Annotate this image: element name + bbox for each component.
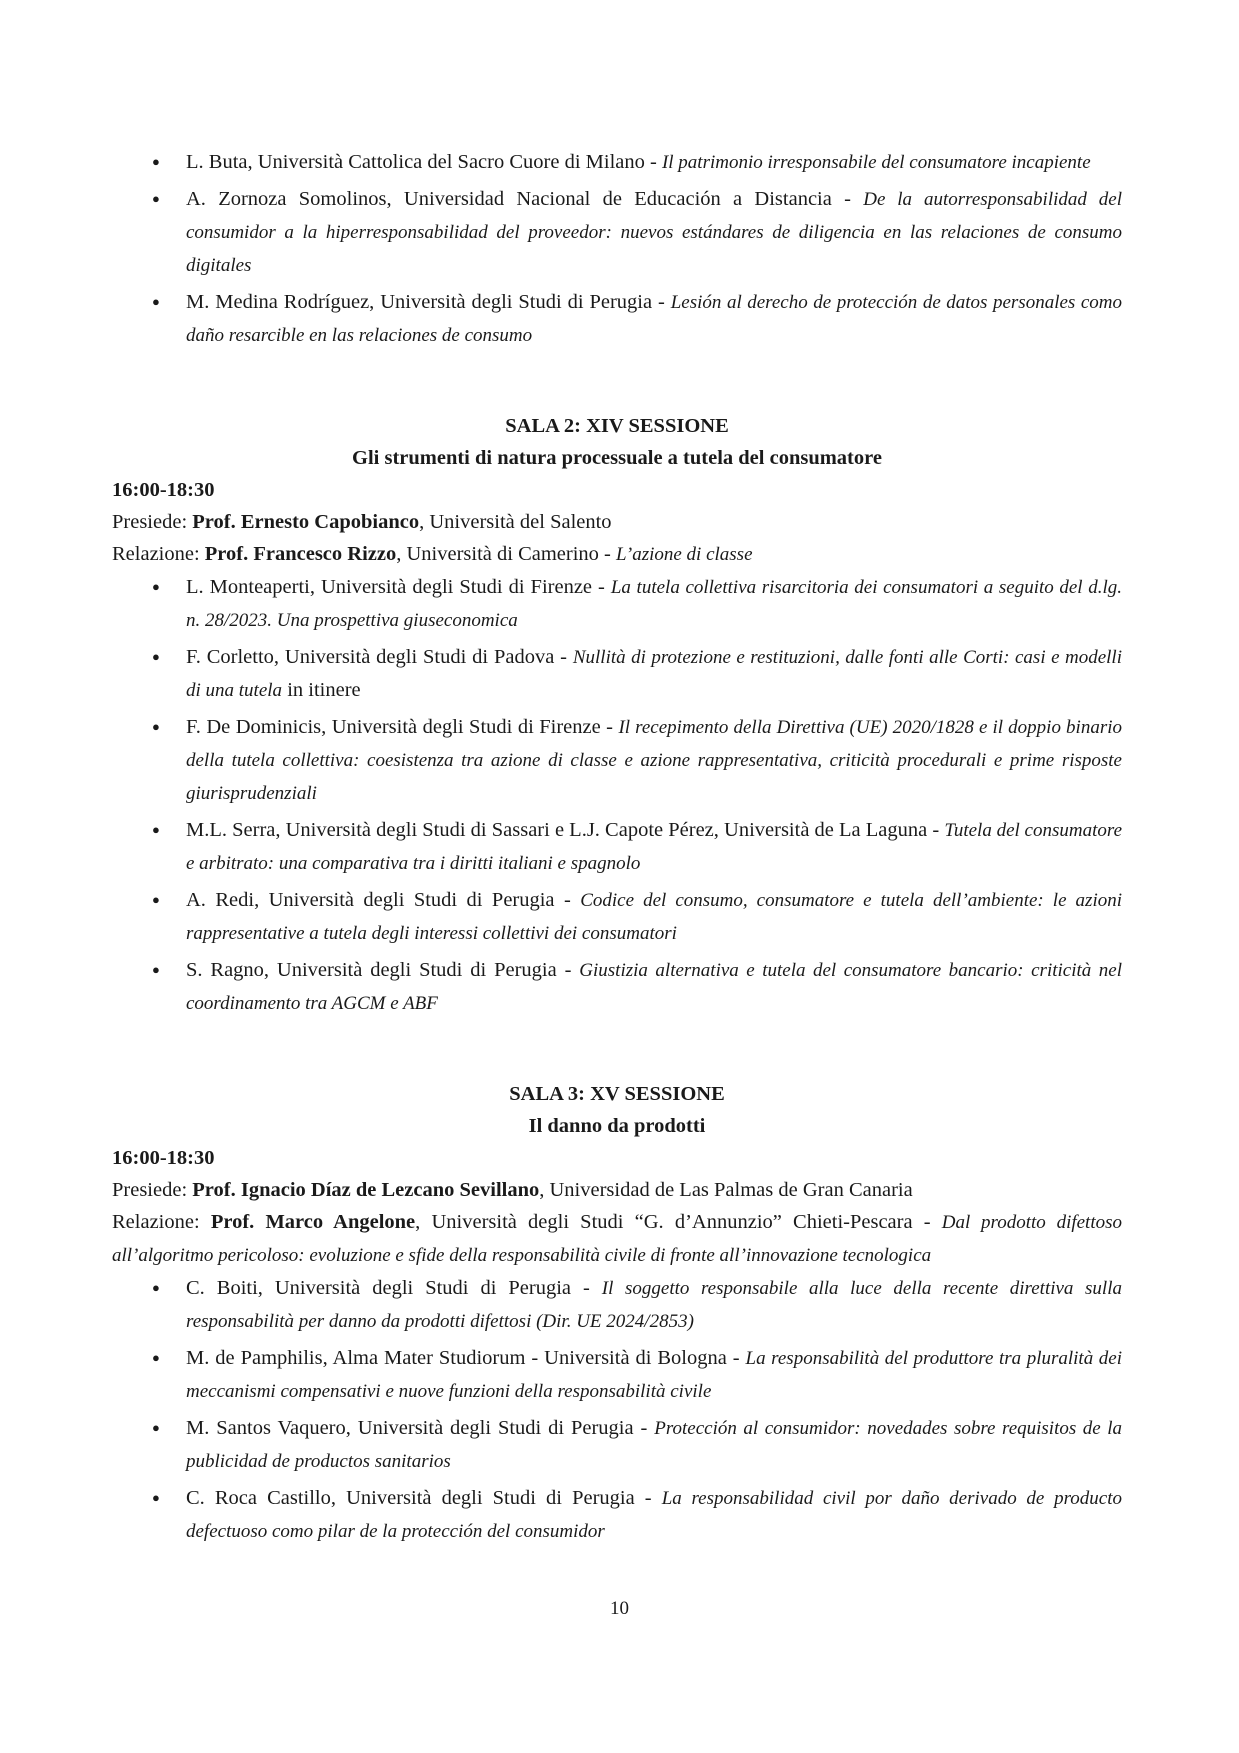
session-subtitle: Il danno da prodotti — [528, 1115, 706, 1137]
speaker-list — [112, 1272, 1122, 1548]
session-chair — [112, 1174, 1122, 1206]
chair-label: Presiede: — [112, 511, 193, 533]
list-item — [112, 183, 1122, 282]
list-item — [112, 286, 1122, 352]
keynote-affiliation: , Università di Camerino - — [396, 543, 616, 565]
talk-title: La responsabilità del produttore tra pluralità dei meccanismi compensativi e nuove funzioni della responsabilità civile — [186, 1348, 1122, 1402]
talk-title: Il patrimonio irresponsabile del consumatore incapiente — [661, 152, 1091, 173]
speaker-author: A. Zornoza Somolinos, Universidad Nacional de Educación a Distancia - — [186, 188, 864, 210]
keynote-title: Dal prodotto difettoso all’algoritmo pericoloso: evoluzione e sfide della responsabilità civile di fronte all’innovazione tecnologica — [112, 1212, 1123, 1266]
list-item — [112, 1272, 1122, 1338]
talk-title: De la autorresponsabilidad del consumidor a la hiperresponsabilidad del proveedor: nuevos estándares de diligencia en las relaciones de consumo digitales — [186, 189, 1122, 276]
speaker-author: F. Corletto, Università degli Studi di Padova - — [186, 646, 573, 668]
speaker-list — [112, 571, 1122, 1020]
list-item — [112, 146, 1122, 179]
session-subtitle: Gli strumenti di natura processuale a tutela del consumatore — [352, 447, 882, 469]
keynote-name: Prof. Francesco Rizzo — [204, 543, 397, 565]
talk-title: Lesión al derecho de protección de datos personales como daño resarcible en las relaciones de consumo — [186, 292, 1122, 346]
document-page — [112, 146, 1122, 1552]
speaker-author: L. Monteaperti, Università degli Studi di Firenze - — [186, 576, 611, 598]
speaker-author: M.L. Serra, Università degli Studi di Sassari e L.J. Capote Pérez, Università de La Laguna - — [186, 819, 945, 841]
speaker-author: C. Boiti, Università degli Studi di Perugia - — [186, 1277, 602, 1299]
list-item — [112, 571, 1122, 637]
keynote-affiliation: , Università degli Studi “G. d’Annunzio” Chieti-Pescara - — [415, 1211, 942, 1233]
list-item — [112, 1342, 1122, 1408]
talk-title: Il recepimento della Direttiva (UE) 2020/1828 e il doppio binario della tutela collettiva: coesistenza tra azione di classe e azione rappresentativa, criticità procedurali e prime risposte giurisprudenziali — [186, 717, 1123, 804]
session-keynote — [112, 538, 1122, 571]
keynote-name: Prof. Marco Angelone — [210, 1211, 416, 1233]
keynote-label: Relazione: — [112, 543, 205, 565]
page-number: 10 — [610, 1598, 629, 1619]
chair-name: Prof. Ignacio Díaz de Lezcano Sevillano — [192, 1179, 540, 1201]
talk-title: Giustizia alternativa e tutela del consumatore bancario: criticità nel coordinamento tra AGCM e ABF — [186, 960, 1122, 1014]
list-item — [112, 711, 1122, 810]
session-heading: SALA 3: XV SESSIONE — [509, 1083, 725, 1105]
talk-title: La tutela collettiva risarcitoria dei consumatori a seguito del d.lg. n. 28/2023. Una prospettiva giuseconomica — [186, 577, 1122, 631]
speaker-author: M. Medina Rodríguez, Università degli Studi di Perugia - — [186, 291, 671, 313]
list-item — [112, 884, 1122, 950]
session-time: 16:00-18:30 — [112, 479, 215, 501]
session-sala-2 — [112, 410, 1122, 1020]
keynote-label: Relazione: — [112, 1211, 211, 1233]
speaker-author: M. de Pamphilis, Alma Mater Studiorum - Università di Bologna - — [186, 1347, 746, 1369]
speaker-author: L. Buta, Università Cattolica del Sacro Cuore di Milano - — [186, 151, 662, 173]
speaker-author: S. Ragno, Università degli Studi di Perugia - — [186, 959, 580, 981]
speaker-author: M. Santos Vaquero, Università degli Studi di Perugia - — [186, 1417, 655, 1439]
speaker-author: F. De Dominicis, Università degli Studi di Firenze - — [186, 716, 619, 738]
chair-label: Presiede: — [112, 1179, 193, 1201]
talk-title: Protección al consumidor: novedades sobre requisitos de la publicidad de productos sanitarios — [186, 1418, 1123, 1472]
session-keynote — [112, 1206, 1122, 1272]
speaker-author: C. Roca Castillo, Università degli Studi di Perugia - — [186, 1487, 662, 1509]
list-item — [112, 954, 1122, 1020]
talk-title: Il soggetto responsabile alla luce della recente direttiva sulla responsabilità per danno da prodotti difettosi (Dir. UE 2024/2853) — [186, 1278, 1122, 1332]
talk-title: La responsabilidad civil por daño derivado de producto defectuoso como pilar de la protección del consumidor — [186, 1488, 1122, 1542]
chair-affiliation: , Università del Salento — [419, 511, 612, 533]
top-speaker-list — [112, 146, 1122, 352]
speaker-author: A. Redi, Università degli Studi di Perugia - — [186, 889, 581, 911]
list-item — [112, 641, 1122, 707]
session-sala-3 — [112, 1078, 1122, 1548]
session-heading: SALA 2: XIV SESSIONE — [505, 415, 729, 437]
talk-title-tail: in itinere — [282, 679, 361, 701]
session-chair — [112, 506, 1122, 538]
list-item — [112, 814, 1122, 880]
list-item — [112, 1482, 1122, 1548]
keynote-title: L’azione di classe — [616, 544, 753, 565]
chair-name: Prof. Ernesto Capobianco — [192, 511, 420, 533]
talk-title: Codice del consumo, consumatore e tutela dell’ambiente: le azioni rappresentative a tutela degli interessi collettivi dei consumatori — [186, 890, 1122, 944]
session-time: 16:00-18:30 — [112, 1147, 215, 1169]
talk-title: Tutela del consumatore e arbitrato: una comparativa tra i diritti italiani e spagnolo — [186, 820, 1123, 874]
chair-affiliation: , Universidad de Las Palmas de Gran Canaria — [539, 1179, 913, 1201]
talk-title: Nullità di protezione e restituzioni, dalle fonti alle Corti: casi e modelli di una tutela — [186, 647, 1122, 701]
list-item — [112, 1412, 1122, 1478]
